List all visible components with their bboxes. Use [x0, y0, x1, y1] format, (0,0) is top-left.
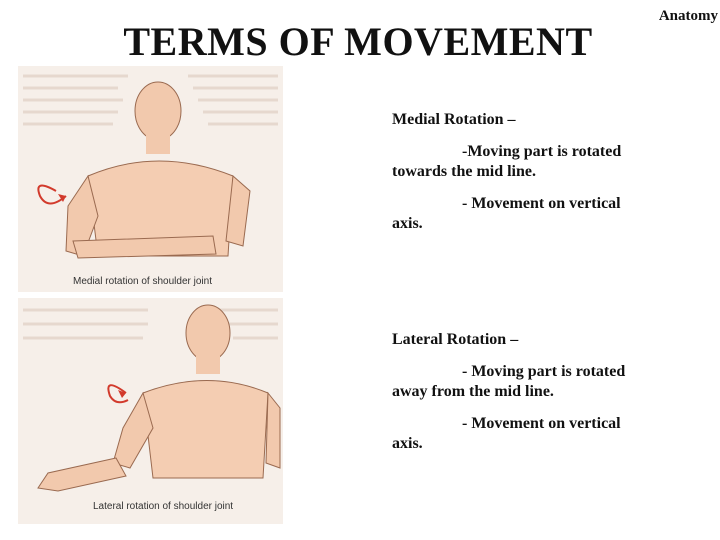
corner-tag: Anatomy [658, 8, 718, 24]
section-point: - Moving part is rotated away from the mid line. [392, 363, 626, 400]
medial-rotation-illustration [18, 66, 283, 292]
medial-rotation-text [392, 110, 652, 246]
section-heading: Lateral Rotation – [392, 331, 519, 348]
figure-caption: Lateral rotation of shoulder joint [93, 501, 234, 512]
lateral-rotation-text [392, 330, 652, 466]
figure-caption: Medial rotation of shoulder joint [73, 276, 212, 287]
section-point: - Movement on vertical axis. [392, 415, 621, 452]
lateral-rotation-figure [18, 298, 283, 524]
medial-rotation-figure [18, 66, 283, 292]
section-heading: Medial Rotation – [392, 111, 516, 128]
page-title: TERMS OF MOVEMENT [123, 19, 593, 64]
lateral-rotation-illustration [18, 298, 283, 524]
section-point: -Moving part is rotated towards the mid line. [392, 143, 622, 180]
section-point: - Movement on vertical axis. [392, 195, 621, 232]
